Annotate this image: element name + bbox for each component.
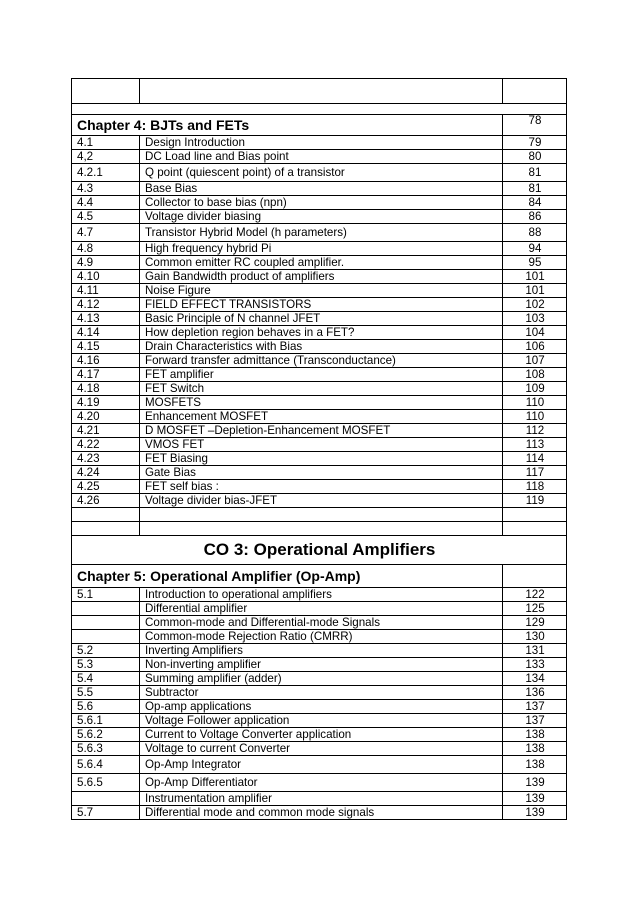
entry-topic: Inverting Amplifiers bbox=[140, 644, 503, 658]
entry-number: 4.19 bbox=[72, 396, 140, 410]
entry-topic: FET self bias : bbox=[140, 480, 503, 494]
entry-page: 138 bbox=[503, 756, 567, 774]
chapter-4-heading-row bbox=[72, 115, 567, 136]
entry-page: 109 bbox=[503, 382, 567, 396]
table-row bbox=[72, 368, 567, 382]
entry-page: 79 bbox=[503, 136, 567, 150]
entry-topic: Noise Figure bbox=[140, 284, 503, 298]
chapter-4-title: Chapter 4: BJTs and FETs bbox=[72, 115, 503, 136]
entry-number: 4.15 bbox=[72, 340, 140, 354]
empty-cell bbox=[503, 522, 567, 536]
entry-number bbox=[72, 616, 140, 630]
entry-topic: Design Introduction bbox=[140, 136, 503, 150]
entry-topic: Non-inverting amplifier bbox=[140, 658, 503, 672]
entry-topic: FET amplifier bbox=[140, 368, 503, 382]
entry-topic: Op-Amp Differentiator bbox=[140, 774, 503, 792]
entry-number: 4.1 bbox=[72, 136, 140, 150]
table-row bbox=[72, 452, 567, 466]
entry-number: 5.5 bbox=[72, 686, 140, 700]
table-row bbox=[72, 340, 567, 354]
empty-cell bbox=[503, 79, 567, 104]
table-row bbox=[72, 182, 567, 196]
entry-page: 95 bbox=[503, 256, 567, 270]
entry-page: 138 bbox=[503, 728, 567, 742]
table-row bbox=[72, 164, 567, 182]
entry-topic: Op-Amp Integrator bbox=[140, 756, 503, 774]
table-row bbox=[72, 196, 567, 210]
empty-cell bbox=[140, 508, 503, 522]
entry-page: 136 bbox=[503, 686, 567, 700]
entry-number: 5.6 bbox=[72, 700, 140, 714]
entry-page: 118 bbox=[503, 480, 567, 494]
empty-cell bbox=[140, 522, 503, 536]
entry-number: 4.16 bbox=[72, 354, 140, 368]
entry-number: 5.6.4 bbox=[72, 756, 140, 774]
table-row bbox=[72, 602, 567, 616]
entry-number: 5.6.5 bbox=[72, 774, 140, 792]
table-row bbox=[72, 150, 567, 164]
table-row bbox=[72, 410, 567, 424]
table-row bbox=[72, 774, 567, 792]
entry-topic: Basic Principle of N channel JFET bbox=[140, 312, 503, 326]
spacer-row bbox=[72, 104, 567, 115]
entry-number: 4.13 bbox=[72, 312, 140, 326]
entry-topic: Base Bias bbox=[140, 182, 503, 196]
table-row bbox=[72, 210, 567, 224]
entry-page: 129 bbox=[503, 616, 567, 630]
entry-topic: Introduction to operational amplifiers bbox=[140, 588, 503, 602]
entry-page: 114 bbox=[503, 452, 567, 466]
empty-cell bbox=[72, 508, 140, 522]
entry-topic: FET Biasing bbox=[140, 452, 503, 466]
entry-page: 81 bbox=[503, 164, 567, 182]
entry-page: 103 bbox=[503, 312, 567, 326]
entry-topic: Drain Characteristics with Bias bbox=[140, 340, 503, 354]
entry-topic: Forward transfer admittance (Transconductance) bbox=[140, 354, 503, 368]
entry-page: 84 bbox=[503, 196, 567, 210]
entry-number: 4.18 bbox=[72, 382, 140, 396]
entry-page: 137 bbox=[503, 700, 567, 714]
entry-number: 5.6.1 bbox=[72, 714, 140, 728]
entry-page: 131 bbox=[503, 644, 567, 658]
entry-topic: Summing amplifier (adder) bbox=[140, 672, 503, 686]
chapter-5-heading-row bbox=[72, 565, 567, 588]
entry-topic: D MOSFET –Depletion-Enhancement MOSFET bbox=[140, 424, 503, 438]
entry-page: 102 bbox=[503, 298, 567, 312]
entry-page: 122 bbox=[503, 588, 567, 602]
entry-number: 4.26 bbox=[72, 494, 140, 508]
table-row bbox=[72, 714, 567, 728]
entry-topic: Transistor Hybrid Model (h parameters) bbox=[140, 224, 503, 242]
table-row bbox=[72, 312, 567, 326]
entry-page: 119 bbox=[503, 494, 567, 508]
entry-page: 134 bbox=[503, 672, 567, 686]
table-row bbox=[72, 588, 567, 602]
entry-page: 139 bbox=[503, 774, 567, 792]
empty-cell bbox=[72, 522, 140, 536]
entry-page: 117 bbox=[503, 466, 567, 480]
entry-page: 137 bbox=[503, 714, 567, 728]
entry-page: 125 bbox=[503, 602, 567, 616]
entry-number: 4.17 bbox=[72, 368, 140, 382]
table-row bbox=[72, 396, 567, 410]
entry-number: 4.12 bbox=[72, 298, 140, 312]
blank-row bbox=[72, 522, 567, 536]
table-row bbox=[72, 438, 567, 452]
entry-number: 4.14 bbox=[72, 326, 140, 340]
entry-page: 112 bbox=[503, 424, 567, 438]
entry-page: 133 bbox=[503, 658, 567, 672]
entry-page: 113 bbox=[503, 438, 567, 452]
table-row bbox=[72, 136, 567, 150]
table-row bbox=[72, 224, 567, 242]
entry-number: 5.6.2 bbox=[72, 728, 140, 742]
table-row bbox=[72, 756, 567, 774]
entry-topic: Voltage divider bias-JFET bbox=[140, 494, 503, 508]
table-row bbox=[72, 700, 567, 714]
entry-topic: Collector to base bias (npn) bbox=[140, 196, 503, 210]
entry-number: 4.2.1 bbox=[72, 164, 140, 182]
chapter-4-page: 78 bbox=[503, 115, 567, 136]
empty-cell bbox=[72, 79, 140, 104]
entry-topic: FIELD EFFECT TRANSISTORS bbox=[140, 298, 503, 312]
entry-topic: Instrumentation amplifier bbox=[140, 792, 503, 806]
table-row bbox=[72, 494, 567, 508]
entry-topic: Voltage Follower application bbox=[140, 714, 503, 728]
entry-page: 88 bbox=[503, 224, 567, 242]
entry-number bbox=[72, 792, 140, 806]
table-row bbox=[72, 806, 567, 820]
table-row bbox=[72, 480, 567, 494]
entry-topic: Voltage to current Converter bbox=[140, 742, 503, 756]
entry-number: 5.7 bbox=[72, 806, 140, 820]
entry-topic: Op-amp applications bbox=[140, 700, 503, 714]
entry-page: 94 bbox=[503, 242, 567, 256]
entry-topic: Common-mode Rejection Ratio (CMRR) bbox=[140, 630, 503, 644]
entry-number: 4,2 bbox=[72, 150, 140, 164]
entry-topic: Voltage divider biasing bbox=[140, 210, 503, 224]
table-row bbox=[72, 298, 567, 312]
co3-title: CO 3: Operational Amplifiers bbox=[72, 536, 567, 565]
entry-topic: Enhancement MOSFET bbox=[140, 410, 503, 424]
table-row bbox=[72, 658, 567, 672]
entry-number: 4.7 bbox=[72, 224, 140, 242]
empty-cell bbox=[140, 79, 503, 104]
entry-number: 4.5 bbox=[72, 210, 140, 224]
table-row bbox=[72, 424, 567, 438]
entry-number: 4.22 bbox=[72, 438, 140, 452]
entry-page: 110 bbox=[503, 410, 567, 424]
empty-cell bbox=[503, 508, 567, 522]
entry-page: 139 bbox=[503, 806, 567, 820]
entry-page: 80 bbox=[503, 150, 567, 164]
entry-page: 108 bbox=[503, 368, 567, 382]
table-row bbox=[72, 742, 567, 756]
entry-topic: High frequency hybrid Pi bbox=[140, 242, 503, 256]
entry-page: 101 bbox=[503, 284, 567, 298]
table-row bbox=[72, 616, 567, 630]
entry-topic: Current to Voltage Converter application bbox=[140, 728, 503, 742]
entry-topic: Q point (quiescent point) of a transistor bbox=[140, 164, 503, 182]
entry-topic: Common-mode and Differential-mode Signals bbox=[140, 616, 503, 630]
entry-page: 104 bbox=[503, 326, 567, 340]
table-row bbox=[72, 270, 567, 284]
table-row bbox=[72, 466, 567, 480]
table-row bbox=[72, 326, 567, 340]
entry-number: 4.25 bbox=[72, 480, 140, 494]
entry-topic: Differential mode and common mode signals bbox=[140, 806, 503, 820]
entry-number: 4.4 bbox=[72, 196, 140, 210]
table-row bbox=[72, 382, 567, 396]
entry-page: 139 bbox=[503, 792, 567, 806]
table-row bbox=[72, 630, 567, 644]
entry-page: 110 bbox=[503, 396, 567, 410]
entry-page: 138 bbox=[503, 742, 567, 756]
entry-topic: VMOS FET bbox=[140, 438, 503, 452]
table-row bbox=[72, 242, 567, 256]
entry-topic: MOSFETS bbox=[140, 396, 503, 410]
entry-topic: DC Load line and Bias point bbox=[140, 150, 503, 164]
entry-number: 5.6.3 bbox=[72, 742, 140, 756]
entry-number bbox=[72, 630, 140, 644]
table-row bbox=[72, 728, 567, 742]
entry-topic: How depletion region behaves in a FET? bbox=[140, 326, 503, 340]
empty-cell bbox=[503, 565, 567, 588]
table-row bbox=[72, 284, 567, 298]
entry-page: 107 bbox=[503, 354, 567, 368]
entry-number bbox=[72, 602, 140, 616]
entry-number: 4.21 bbox=[72, 424, 140, 438]
entry-number: 5.2 bbox=[72, 644, 140, 658]
entry-number: 4.3 bbox=[72, 182, 140, 196]
table-row bbox=[72, 672, 567, 686]
entry-topic: Common emitter RC coupled amplifier. bbox=[140, 256, 503, 270]
entry-number: 5.4 bbox=[72, 672, 140, 686]
entry-topic: FET Switch bbox=[140, 382, 503, 396]
entry-page: 101 bbox=[503, 270, 567, 284]
entry-number: 4.23 bbox=[72, 452, 140, 466]
entry-number: 5.3 bbox=[72, 658, 140, 672]
entry-topic: Gate Bias bbox=[140, 466, 503, 480]
entry-page: 86 bbox=[503, 210, 567, 224]
entry-topic: Gain Bandwidth product of amplifiers bbox=[140, 270, 503, 284]
entry-number: 4.11 bbox=[72, 284, 140, 298]
empty-cell bbox=[72, 104, 567, 115]
entry-topic: Differential amplifier bbox=[140, 602, 503, 616]
entry-page: 130 bbox=[503, 630, 567, 644]
table-row bbox=[72, 354, 567, 368]
entry-topic: Subtractor bbox=[140, 686, 503, 700]
table-row bbox=[72, 792, 567, 806]
entry-page: 81 bbox=[503, 182, 567, 196]
table-row bbox=[72, 686, 567, 700]
entry-number: 4.8 bbox=[72, 242, 140, 256]
blank-row bbox=[72, 508, 567, 522]
entry-number: 5.1 bbox=[72, 588, 140, 602]
co3-heading-row bbox=[72, 536, 567, 565]
table-row bbox=[72, 256, 567, 270]
entry-number: 4.10 bbox=[72, 270, 140, 284]
entry-page: 106 bbox=[503, 340, 567, 354]
entry-number: 4.20 bbox=[72, 410, 140, 424]
table-of-contents bbox=[71, 78, 567, 820]
table-row bbox=[72, 644, 567, 658]
empty-top-row bbox=[72, 79, 567, 104]
entry-number: 4.9 bbox=[72, 256, 140, 270]
chapter-5-title: Chapter 5: Operational Amplifier (Op-Amp) bbox=[72, 565, 503, 588]
entry-number: 4.24 bbox=[72, 466, 140, 480]
